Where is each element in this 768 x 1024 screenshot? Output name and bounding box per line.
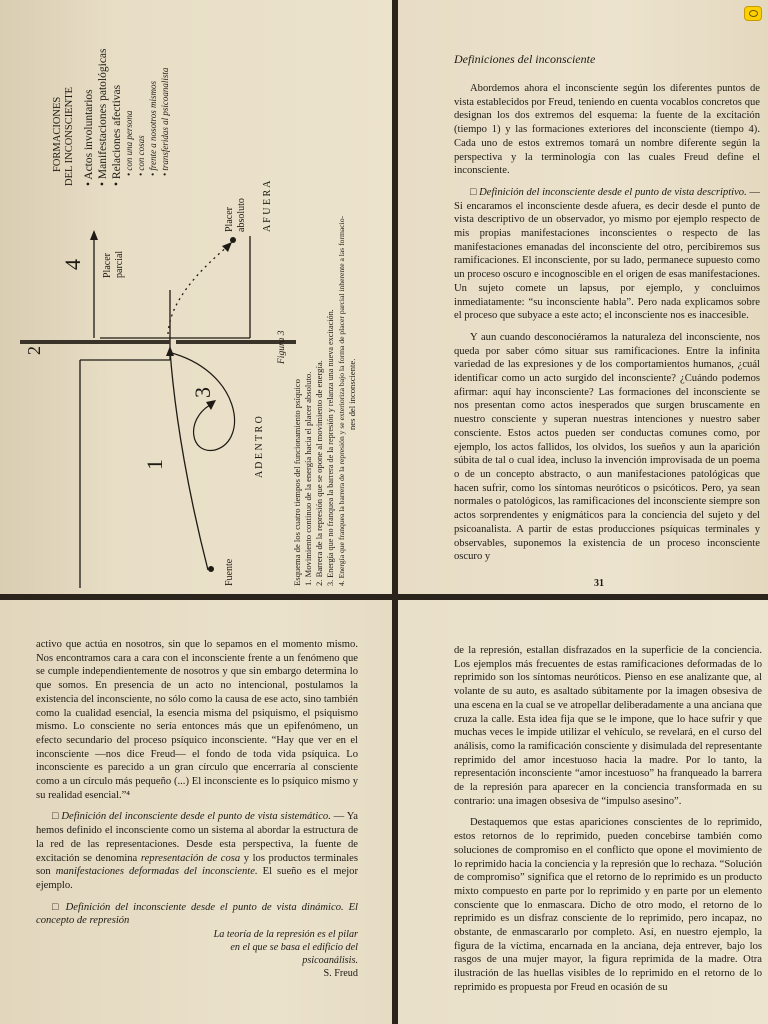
- figure-diagram: [0, 0, 392, 594]
- formaciones-item-1: • Actos involuntarios: [83, 89, 95, 186]
- formaciones-sub-1: • con una persona: [124, 110, 134, 176]
- formaciones-sub-4: • transferidas al psicoanalista: [160, 67, 170, 176]
- label-placer-absoluto-1: Placer: [224, 207, 235, 232]
- arrow-head-icon: [166, 346, 174, 356]
- label-placer-parcial-1: Placer: [102, 253, 113, 278]
- formaciones-title-2: DEL INCONSCIENTE: [64, 86, 75, 186]
- paragraph-sistematico: [36, 810, 358, 892]
- formaciones-title-1: FORMACIONES: [52, 96, 63, 172]
- label-num-2: 2: [24, 346, 44, 355]
- page-figure: [0, 0, 392, 594]
- paragraph: Abordemos ahora el inconsciente según los diferentes puntos de vista establecidos por Freud, teniendo en cuenta vocablos concretos que designan los dos extremos del esquema: la fuente de la excitación (tiempo 1) y las formaciones exteriores del inconsciente (tiempo 4). Cada uno de estos extremos tomará un nombre diferente según la perspectiva y la terminología con las cuales Freud define el inconsciente.: [454, 83, 760, 177]
- paragraph-text: El sueño es el mejor ejemplo.: [36, 866, 358, 891]
- label-placer-parcial-2: parcial: [114, 250, 125, 278]
- paragraph: activo que actúa en nosotros, sin que lo sepamos en el momento mismo. Nos encontramos cara a cara con el inconsciente frente a un fenómeno que se cumple independientemente de nosotros y que sin embargo determina lo que somos. En presencia de un acto no intencional, postulamos la existencia del inconsciente, no sólo como la causa de ese acto, sino también como la cualidad esencial, la esencia misma del psiquismo, el psiquismo mismo. Lo consciente no sería entonces más que un epifenómeno, un efecto secundario del proceso psíquico inconsciente. “Hay que ver en el inconsciente —nos dice Freud— el fondo de toda vida psíquica. Lo inconsciente es parecido a un gran círculo que encerraría al consciente como a un círculo más pequeño (...) El inconsciente es lo psíquico mismo y su realidad esencial.”⁴: [36, 639, 358, 801]
- formaciones-sub-2: • con cosas: [136, 135, 146, 176]
- paragraph-text: — Si encaramos el inconsciente desde afuera, es decir desde el punto de vista descriptivo de un observador, yo mismo por ejemplo respecto de mis propias manifestaciones inconscientes o respecto de las manifestaciones emanadas del inconsciente del otro, percibiremos sus ramificaciones. El inconsciente, por su lado, permanece supuesto como un proceso oscuro e incognoscible en el origen de esas manifestaciones. Un sujeto comete un lapsus, por ejemplo, y concluimos inmediatamente: “su inconsciente habla”. Pero nada explicamos sobre el proceso que subyace a este acto; el inconsciente nos es inaccesible.: [454, 186, 761, 322]
- term-italic: manifestaciones deformadas del inconsciente.: [55, 866, 258, 878]
- paragraph-descriptivo: [454, 186, 760, 323]
- paragraph-text: — Ya hemos definido el inconsciente como un sistema al abordar la estructura de la red de las representaciones. Desde esta perspectiva, la fuente de excitación se denomina: [36, 811, 359, 864]
- repression-barrier: [20, 340, 170, 344]
- subsection-title: □ Definición del inconsciente desde el punto de vista descriptivo.: [470, 186, 747, 198]
- label-fuente: Fuente: [224, 558, 235, 586]
- formaciones-item-2: • Manifestaciones patológicas: [97, 48, 109, 186]
- formaciones-sub-3: • frente a nosotros mismos: [148, 81, 158, 176]
- paragraph: Destaquemos que estas apariciones conscientes de lo reprimido, estos retornos de lo reprimido, pueden concebirse también como soluciones de compromiso en el conflicto que opone el movimiento de lo reprimido hacia la conciencia y la represión que lo rechaza. “Solución de compromiso” significa que el retorno de lo reprimido es un producto mixto compuesto en parte por lo reprimido y en parte por un elemento consciente que lo enmascara. Dicho de otro modo, el retorno de lo reprimido es un disfraz consciente de lo reprimido, pero incapaz, no obstante, de enmascararlo por completo. Así, en nuestro ejemplo, la figura de la víctima, encarnada en la anciana, deja entrever, bajo los rasgos de una mujer mayor, la figura reprimida de la madre. Otra ilustración de las huellas visibles de lo reprimido en el retorno de lo reprimido es propuesta por Freud en ocasión de su: [454, 817, 762, 993]
- page4-body: [454, 644, 762, 995]
- movement-3-loop: [168, 352, 235, 450]
- page-31: [398, 0, 768, 594]
- subsection-title: □ Definición del inconsciente desde el punto de vista sistemático.: [52, 811, 331, 823]
- movement-dotted: [168, 246, 228, 334]
- caption-line-1: 1. Movimiento continuo de la energía hacia el placer absoluto.: [303, 371, 313, 586]
- label-placer-absoluto-2: absoluto: [236, 198, 247, 232]
- fuente-dot: [208, 566, 214, 572]
- arrow-head-icon: [206, 400, 216, 410]
- label-adentro: A D E N T R O: [254, 416, 265, 478]
- page-number: 31: [594, 578, 604, 589]
- page-33: [398, 600, 768, 1024]
- label-num-1: 1: [142, 459, 167, 470]
- section-heading: Definiciones del inconsciente: [454, 52, 596, 66]
- paragraph-text: y los productos terminales son: [36, 852, 358, 878]
- chat-bubble-icon[interactable]: [744, 6, 762, 21]
- formaciones-item-3: • Relaciones afectivas: [111, 84, 123, 186]
- page3-body: [36, 638, 358, 981]
- movement-1-curve: [170, 350, 208, 570]
- label-num-3: 3: [190, 387, 215, 398]
- paragraph-dinamico: [36, 901, 358, 928]
- arrow-head-icon: [90, 230, 98, 240]
- placer-absoluto-dot: [230, 237, 236, 243]
- caption-line-4: 4. Energía que franquea la barrera de la represión y se exterioriza bajo la forma de placer parcial inherente a las formacio-: [337, 215, 346, 586]
- epigraph-quote: La teoría de la represión es el pilar en el que se basa el edificio del psicoanálisis.: [213, 929, 358, 967]
- subsection-title: □ Definición del inconsciente desde el punto de vista dinámico. El concepto de represión: [36, 901, 358, 927]
- epigraph-author: S. Freud: [323, 968, 358, 980]
- figure-label: Figura 3: [277, 330, 287, 364]
- page2-body: [454, 82, 760, 564]
- page-32: [0, 600, 392, 1024]
- caption-line-0: Esquema de los cuatro tiempos del funcionamiento psíquico: [292, 379, 302, 586]
- paragraph: Y aun cuando desconociéramos la naturaleza del inconsciente, nos queda por saber cómo situar sus ramificaciones. Entre la infinita variedad de las expresiones y de los comportamientos humanos, ¿cuál identificar como un acto surgido del inconsciente? ¿Cuándo podemos afirmar: aquí hay inconsciente? Las formaciones del inconsciente se nos presentan como actos inesperados que surgen bruscamente en nuestro consciente y superan nuestras intenciones y nuestro saber consciente. Estos actos pueden ser conductas comunes como, por ejemplo, los actos fallidos, los olvidos, los sueños y aun la aparición súbita de tal o cual idea, incluso la invención improvisada de un poema o de un concepto abstracto, o aun manifestaciones patológicas que hacen sufrir, como los síntomas neuróticos o psicóticos. Pero, ya sean normales o patológicos, las ramificaciones del inconsciente siempre son actos sorprendentes y enigmáticos para la conciencia del sujeto y del psicoanalista. A partir de estas producciones psíquicas terminales y observables, suponemos la existencia de un proceso inconsciente oscuro y: [454, 331, 760, 563]
- caption-line-3: 3. Energía que no franquea la barrera de la represión y relanza una nueva excitación.: [326, 309, 335, 586]
- caption-line-5: nes del inconsciente.: [347, 358, 357, 430]
- term-italic: representación de cosa: [140, 852, 241, 864]
- caption-line-2: 2. Barrera de la represión que se opone al movimiento de energía.: [314, 360, 324, 586]
- label-num-4: 4: [60, 259, 85, 270]
- label-afuera: A F U E R A: [262, 180, 273, 232]
- paragraph: de la represión, estallan disfrazados en la superficie de la conciencia. Los ejemplos más frecuentes de estas ramificaciones deformadas de lo reprimido son los síntomas neuróticos. Pienso en ese analizante que, al volante de su auto, es asaltado súbitamente por la imagen obsesiva de una escena en la cual se ve atropellar deliberadamente a una anciana que cruza la calle. Esta idea fija que se le impone, que lo hace sufrir y que muchas veces le impide utilizar el vehículo, se revelará, en el curso del análisis, como la ramificación consciente y disimulada del representante reprimido del amor incestuoso hacia la madre. Por lo tanto, la representación inconsciente “amor incestuoso” ha franqueado la barrera de la represión para aparecer en la conciencia transformada en su contrario: una imagen obsesiva de “impulso asesino”.: [454, 645, 762, 807]
